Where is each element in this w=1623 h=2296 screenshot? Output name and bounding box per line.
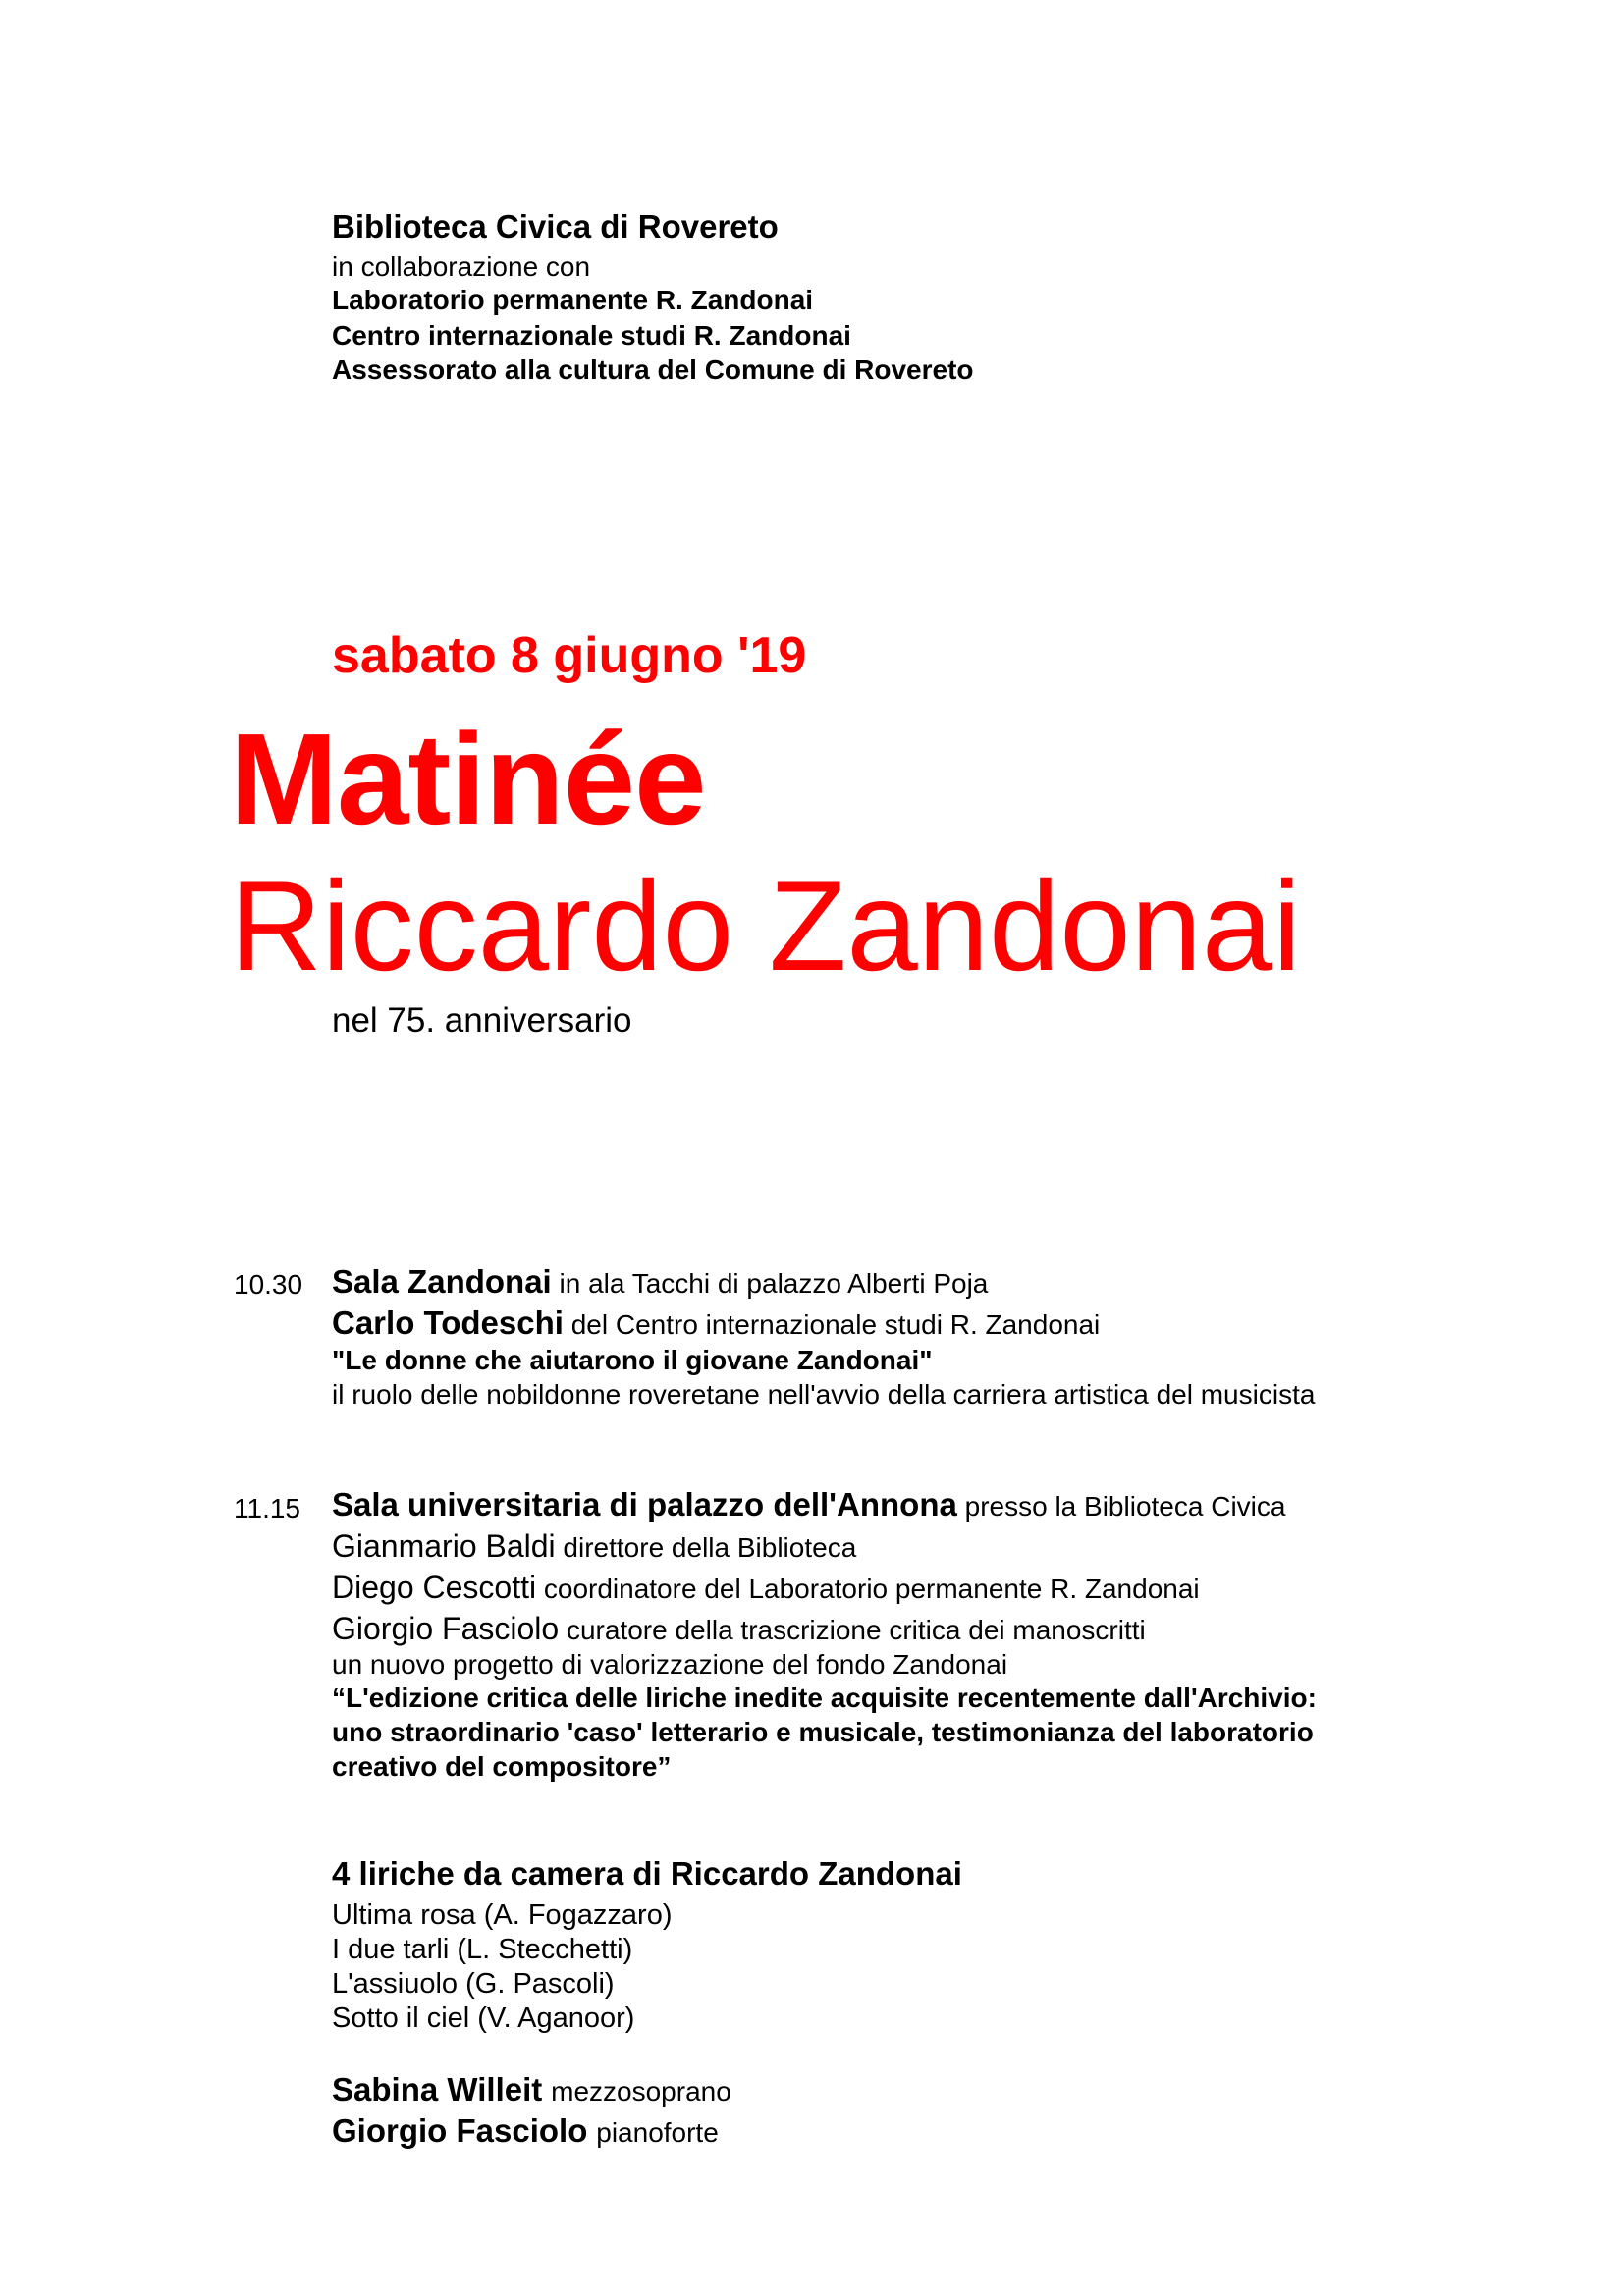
session1-speaker-detail: del Centro internazionale studi R. Zandonai	[563, 1309, 1101, 1340]
song-item: Sotto il ciel (V. Aganoor)	[332, 2002, 635, 2034]
participant-role: direttore della Biblioteca	[555, 1532, 857, 1563]
session1-time: 10.30	[234, 1269, 303, 1300]
song-item: I due tarli (L. Stecchetti)	[332, 1934, 633, 1965]
session1-speaker: Carlo Todeschi	[332, 1305, 564, 1341]
partner-laboratorio: Laboratorio permanente R. Zandonai	[332, 285, 814, 315]
performer-1	[332, 2071, 731, 2109]
session1-place-detail: in ala Tacchi di palazzo Alberti Poja	[551, 1268, 989, 1299]
partner-centro-studi: Centro internazionale studi R. Zandonai	[332, 320, 851, 350]
session1-talk-title: "Le donne che aiutarono il giovane Zandonai"	[332, 1345, 933, 1375]
session2-quote-line-1: “L'edizione critica delle liriche inedite acquisite recentemente dall'Archivio:	[332, 1682, 1317, 1713]
concert-heading: 4 liriche da camera di Riccardo Zandonai	[332, 1855, 962, 1892]
organizer-main: Biblioteca Civica di Rovereto	[332, 208, 779, 244]
session2-participant-3	[332, 1611, 1146, 1647]
session2-place-line	[332, 1486, 1285, 1523]
partner-assessorato: Assessorato alla cultura del Comune di Rovereto	[332, 354, 974, 385]
session2-project: un nuovo progetto di valorizzazione del fondo Zandonai	[332, 1649, 1008, 1680]
participant-name: Giorgio Fasciolo	[332, 1611, 560, 1646]
participant-role: coordinatore del Laboratorio permanente R. Zandonai	[536, 1574, 1200, 1604]
session2-place: Sala universitaria di palazzo dell'Annona	[332, 1486, 957, 1522]
collaboration-label: in collaborazione con	[332, 251, 591, 282]
performer-name: Sabina Willeit	[332, 2071, 543, 2108]
performer-role: mezzosoprano	[551, 2076, 731, 2107]
performer-2	[332, 2112, 719, 2150]
event-title-zandonai: Riccardo Zandonai	[230, 854, 1302, 997]
session2-time: 11.15	[234, 1493, 300, 1523]
session1-place: Sala Zandonai	[332, 1263, 552, 1300]
event-title-matinee: Matinée	[230, 707, 706, 851]
session1-talk-desc: il ruolo delle nobildonne roveretane nell'avvio della carriera artistica del musicista	[332, 1379, 1316, 1410]
session1-place-line	[332, 1263, 988, 1301]
song-item: L'assiuolo (G. Pascoli)	[332, 1968, 615, 2000]
participant-name: Gianmario Baldi	[332, 1528, 556, 1564]
session2-participant-1	[332, 1528, 856, 1565]
performer-role: pianoforte	[596, 2117, 719, 2148]
participant-role: curatore della trascrizione critica dei manoscritti	[559, 1615, 1146, 1645]
session2-quote-line-2: uno straordinario 'caso' letterario e musicale, testimonianza del laboratorio	[332, 1717, 1314, 1747]
session2-place-detail: presso la Biblioteca Civica	[956, 1491, 1286, 1522]
event-subtitle: nel 75. anniversario	[332, 1001, 632, 1040]
session1-speaker-line	[332, 1305, 1100, 1342]
session2-participant-2	[332, 1570, 1200, 1606]
performer-name: Giorgio Fasciolo	[332, 2112, 588, 2149]
session2-quote-line-3: creativo del compositore”	[332, 1751, 672, 1782]
song-item: Ultima rosa (A. Fogazzaro)	[332, 1899, 673, 1931]
event-date: sabato 8 giugno '19	[332, 627, 807, 684]
participant-name: Diego Cescotti	[332, 1570, 537, 1605]
